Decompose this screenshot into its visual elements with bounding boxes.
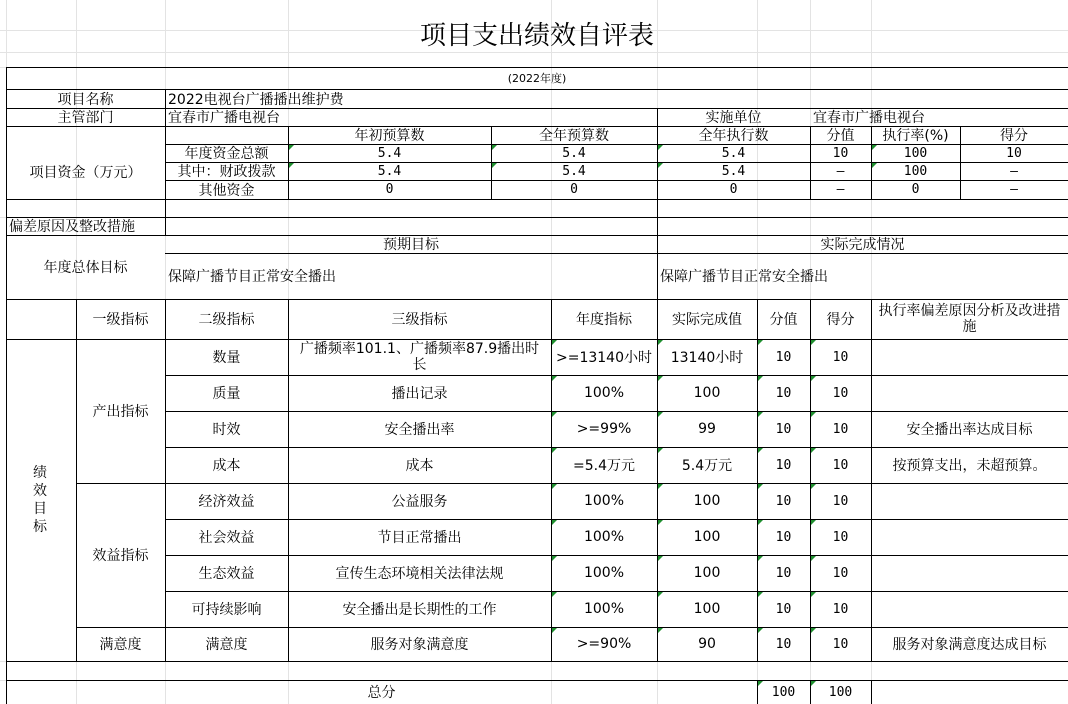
funds-cell: 10 <box>1006 145 1022 161</box>
total-label: 总分 <box>367 685 396 701</box>
indicator-note: 安全播出率达成目标 <box>906 422 1033 438</box>
indicator-got: 10 <box>832 493 849 509</box>
cell-marker-icon <box>658 628 663 633</box>
funds-header: 年初预算数 <box>354 128 425 144</box>
indicator-score: 10 <box>775 385 792 401</box>
goal-expected: 保障广播节目正常安全播出 <box>168 269 336 285</box>
indicator-header: 二级指标 <box>198 312 255 328</box>
indicator-target: 100% <box>583 601 625 617</box>
indicator-l3: 广播频率101.1、广播频率87.9播出时长 <box>299 341 540 373</box>
indicator-target: >=99% <box>576 421 632 437</box>
indicator-note <box>871 591 1068 627</box>
cell-marker-icon <box>658 484 663 489</box>
cell-marker-icon <box>552 412 557 417</box>
indicator-l2: 可持续影响 <box>191 602 262 618</box>
funds-cell: 0 <box>385 182 394 197</box>
indicator-actual: 90 <box>698 636 716 652</box>
funds-header: 全年执行数 <box>698 128 769 144</box>
project-name: 2022电视台广播播出维护费 <box>168 91 344 108</box>
indicator-target: 100% <box>583 493 625 509</box>
dept-value: 宜春市广播电视台 <box>168 110 280 126</box>
cell-marker-icon <box>658 145 663 150</box>
indicator-target: 100% <box>583 529 625 545</box>
cell-marker-icon <box>811 376 816 381</box>
cell-marker-icon <box>758 556 763 561</box>
table-rule <box>6 661 1068 662</box>
indicator-score: 10 <box>775 636 792 652</box>
impl-value: 宜春市广播电视台 <box>813 110 925 126</box>
indicator-header: 得分 <box>826 312 855 328</box>
cell-marker-icon <box>758 520 763 525</box>
cell-marker-icon <box>758 592 763 597</box>
cell-marker-icon <box>552 556 557 561</box>
cell-marker-icon <box>658 520 663 525</box>
cell-marker-icon <box>552 340 557 345</box>
indicator-header: 执行率偏差原因分析及改进措施 <box>878 303 1061 335</box>
indicator-l2: 成本 <box>212 458 241 474</box>
cell-marker-icon <box>289 163 294 168</box>
indicator-note: 按预算支出，未超预算。 <box>892 458 1047 474</box>
cell-marker-icon <box>658 592 663 597</box>
indicator-actual: 100 <box>693 601 721 617</box>
indicator-l2: 经济效益 <box>198 494 255 510</box>
funds-row-label: 年度资金总额 <box>184 146 269 162</box>
indicator-side-label: 绩效目标 <box>33 465 47 535</box>
indicator-l3: 服务对象满意度 <box>370 637 469 653</box>
funds-cell: 5.4 <box>721 145 746 161</box>
indicator-got: 10 <box>832 565 849 581</box>
funds-cell: 100 <box>903 145 928 161</box>
indicator-actual: 100 <box>693 565 721 581</box>
cell-marker-icon <box>758 448 763 453</box>
cell-marker-icon <box>758 376 763 381</box>
cell-marker-icon <box>552 484 557 489</box>
funds-cell: 0 <box>729 182 738 197</box>
indicator-got: 10 <box>832 636 849 652</box>
indicator-group-name: 满意度 <box>99 637 142 653</box>
funds-header: 得分 <box>1000 128 1028 144</box>
indicator-l2: 数量 <box>212 350 241 366</box>
cell-marker-icon <box>811 592 816 597</box>
indicator-score: 10 <box>775 421 792 437</box>
indicator-got: 10 <box>832 601 849 617</box>
indicator-header: 分值 <box>769 312 798 328</box>
indicator-actual: 5.4万元 <box>681 458 733 474</box>
indicator-got: 10 <box>832 385 849 401</box>
indicator-score: 10 <box>775 349 792 365</box>
dept-label: 主管部门 <box>57 110 114 126</box>
cell-marker-icon <box>552 628 557 633</box>
funds-cell: 0 <box>911 182 920 197</box>
funds-header: 执行率(%) <box>882 128 949 144</box>
funds-cell: 10 <box>832 145 849 161</box>
cell-marker-icon <box>658 448 663 453</box>
indicator-score: 10 <box>775 457 792 473</box>
funds-header: 全年预算数 <box>539 128 609 144</box>
cell-marker-icon <box>658 412 663 417</box>
deviation-label: 偏差原因及整改措施 <box>9 219 135 235</box>
indicator-l3: 宣传生态环境相关法律法规 <box>335 566 504 582</box>
funds-cell: 5.4 <box>562 163 586 179</box>
goal-actual-header: 实际完成情况 <box>820 237 905 253</box>
cell-marker-icon <box>552 448 557 453</box>
indicator-target: 100% <box>583 385 625 401</box>
table-rule <box>871 680 872 704</box>
indicator-l2: 生态效益 <box>198 566 255 582</box>
cell-marker-icon <box>658 163 663 168</box>
funds-cell: 0 <box>570 182 578 197</box>
funds-cell: – <box>836 182 845 197</box>
funds-cell: 5.4 <box>377 163 402 179</box>
indicator-group-name: 产出指标 <box>92 404 149 420</box>
indicator-actual: 100 <box>693 493 721 509</box>
indicator-l3: 成本 <box>405 458 434 474</box>
indicator-l3: 播出记录 <box>391 386 448 402</box>
indicator-score: 10 <box>775 529 792 545</box>
funds-header: 分值 <box>826 128 855 144</box>
funds-cell: 5.4 <box>377 145 402 161</box>
cell-marker-icon <box>758 681 763 686</box>
indicator-actual: 100 <box>693 385 721 401</box>
funds-cell: 5.4 <box>562 145 586 161</box>
indicator-l2: 质量 <box>212 386 241 402</box>
indicator-note <box>871 375 1068 411</box>
indicator-actual: 100 <box>693 529 721 545</box>
cell-marker-icon <box>289 145 294 150</box>
indicator-group-name: 效益指标 <box>92 548 149 564</box>
funds-cell: 5.4 <box>721 163 746 179</box>
indicator-target: 100% <box>583 565 625 581</box>
indicator-note <box>871 483 1068 519</box>
indicator-note <box>871 519 1068 555</box>
cell-marker-icon <box>658 340 663 345</box>
cell-marker-icon <box>811 520 816 525</box>
cell-marker-icon <box>811 556 816 561</box>
impl-label: 实施单位 <box>705 110 762 126</box>
year-label: (2022年度) <box>507 72 567 85</box>
cell-marker-icon <box>492 145 497 150</box>
goal-label: 年度总体目标 <box>43 260 128 276</box>
indicator-score: 10 <box>775 601 792 617</box>
cell-marker-icon <box>758 484 763 489</box>
funds-label: 项目资金（万元） <box>29 164 142 181</box>
indicator-actual: 99 <box>698 421 716 437</box>
cell-marker-icon <box>758 340 763 345</box>
indicator-got: 10 <box>832 421 849 437</box>
table-rule <box>6 67 1068 68</box>
indicator-l3: 节目正常播出 <box>377 530 462 546</box>
funds-cell: 100 <box>903 163 928 179</box>
funds-row-label: 其中：财政拨款 <box>177 164 276 180</box>
table-rule <box>6 217 1068 218</box>
indicator-header: 一级指标 <box>92 312 149 328</box>
project-name-label: 项目名称 <box>57 91 114 108</box>
cell-marker-icon <box>811 681 816 686</box>
cell-marker-icon <box>811 628 816 633</box>
indicator-note <box>871 555 1068 591</box>
indicator-target: >=13140小时 <box>556 350 652 366</box>
cell-marker-icon <box>492 163 497 168</box>
table-rule <box>6 199 1068 200</box>
indicator-actual: 13140小时 <box>670 350 744 366</box>
indicator-note <box>871 339 1068 375</box>
indicator-l3: 安全播出率 <box>384 422 455 438</box>
funds-row-label: 其他资金 <box>198 182 255 199</box>
indicator-l3: 安全播出是长期性的工作 <box>342 602 497 618</box>
cell-marker-icon <box>758 628 763 633</box>
indicator-score: 10 <box>775 565 792 581</box>
indicator-l2: 满意度 <box>205 637 248 653</box>
page-title: 项目支出绩效自评表 <box>419 21 654 51</box>
cell-marker-icon <box>811 484 816 489</box>
funds-cell: – <box>1010 163 1018 179</box>
indicator-score: 10 <box>775 493 792 509</box>
cell-marker-icon <box>552 592 557 597</box>
indicator-got: 10 <box>832 529 849 545</box>
indicator-header: 年度指标 <box>576 312 632 328</box>
indicator-got: 10 <box>832 349 849 365</box>
funds-cell: – <box>1010 182 1018 197</box>
indicator-target: =5.4万元 <box>573 458 635 474</box>
indicator-header: 三级指标 <box>391 312 448 328</box>
cell-marker-icon <box>872 163 877 168</box>
goal-expected-header: 预期目标 <box>383 237 439 253</box>
cell-marker-icon <box>811 448 816 453</box>
funds-cell: – <box>836 163 845 179</box>
cell-marker-icon <box>552 520 557 525</box>
total-score: 100 <box>771 684 796 700</box>
indicator-header: 实际完成值 <box>672 312 742 328</box>
indicator-l3: 公益服务 <box>391 494 448 510</box>
cell-marker-icon <box>658 376 663 381</box>
indicator-got: 10 <box>832 457 849 473</box>
total-got: 100 <box>828 684 853 700</box>
indicator-l2: 时效 <box>212 422 241 438</box>
indicator-target: >=90% <box>576 636 632 652</box>
cell-marker-icon <box>811 412 816 417</box>
cell-marker-icon <box>872 145 877 150</box>
indicator-l2: 社会效益 <box>198 530 255 546</box>
indicator-note: 服务对象满意度达成目标 <box>892 637 1047 653</box>
goal-actual: 保障广播节目正常安全播出 <box>660 269 828 285</box>
cell-marker-icon <box>811 340 816 345</box>
cell-marker-icon <box>658 556 663 561</box>
cell-marker-icon <box>758 412 763 417</box>
cell-marker-icon <box>552 376 557 381</box>
